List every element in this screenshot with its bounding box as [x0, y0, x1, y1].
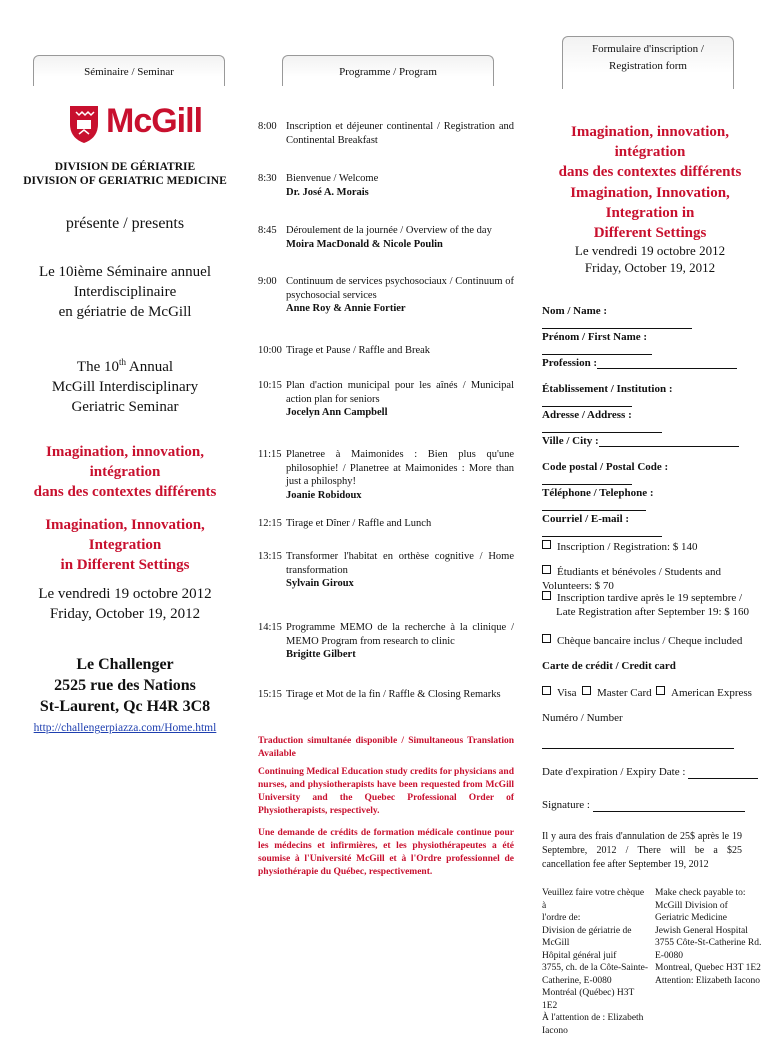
checkbox-icon[interactable] — [542, 591, 551, 600]
seminar-title-fr — [10, 262, 240, 322]
program-text: Déroulement de la journée / Overview of the day — [286, 225, 492, 236]
cheque-address-line: Attention: Elizabeth Iacono — [655, 975, 760, 986]
translation-notice: Traduction simultanée disponible / Simultaneous Translation Available — [258, 736, 514, 759]
cheque-address-line: Montreal, Quebec H3T 1E2 — [655, 963, 761, 973]
venue-name: Le Challenger — [76, 656, 174, 673]
seminar-en-line-1: The 10th Annual — [76, 357, 174, 375]
program-time: 14:15 — [258, 622, 282, 633]
program-item — [258, 172, 514, 199]
program-speaker: Moira MacDonald & Nicole Poulin — [286, 238, 443, 250]
program-text: Programme MEMO de la recherche à la clinique / MEMO Program from research to clinic — [286, 622, 514, 647]
program-text: Plan d'action municipal pour les aînés / Municipal action plan for seniors — [286, 380, 514, 405]
checkbox-icon[interactable] — [582, 686, 591, 695]
form-field-line[interactable] — [542, 343, 652, 355]
cheque-address-fr — [542, 887, 650, 1037]
checkbox-icon[interactable] — [542, 540, 551, 549]
seminar-en-line-2: McGill Interdisciplinary — [51, 379, 199, 395]
program-time: 13:15 — [258, 551, 282, 562]
form-field-line[interactable] — [542, 421, 662, 433]
checkbox-icon[interactable] — [542, 686, 551, 695]
checkbox-icon[interactable] — [542, 634, 551, 643]
program-item — [258, 517, 514, 531]
fee-registration[interactable]: Inscription / Registration: $ 140 — [542, 540, 698, 554]
venue-city: St-Laurent, Qc H4R 3C8 — [39, 698, 211, 715]
program-item — [258, 379, 514, 420]
cheque-address-line: 3755 Côte-St-Catherine Rd. — [655, 938, 762, 948]
fee-late[interactable]: Inscription tardive après le 19 septembre / Late Registration after September 19: $ 160 — [542, 591, 749, 619]
cheque-address-line: Make check payable to: — [655, 888, 746, 898]
program-text: Tirage et Mot de la fin / Raffle & Closing Remarks — [286, 689, 501, 700]
form-field-line[interactable] — [542, 317, 692, 329]
card-visa[interactable]: Visa — [542, 686, 577, 700]
program-time: 10:15 — [258, 380, 282, 391]
cheque-address-line: Veuillez faire votre chèque à — [542, 888, 645, 911]
form-field[interactable]: Téléphone / Telephone : — [542, 487, 742, 511]
mcgill-logo — [68, 104, 218, 144]
venue-street: 2525 rue des Nations — [54, 677, 196, 694]
cheque-address-line: Montréal (Québec) H3T 1E2 — [542, 988, 635, 1011]
date-en: Friday, October 19, 2012 — [49, 606, 201, 622]
form-field[interactable]: Ville / City : — [542, 435, 742, 447]
right-theme-en: Imagination, Innovation, Integration in Different Settings — [570, 185, 730, 241]
cheque-address-line: Jewish General Hospital — [655, 925, 748, 936]
cheque-address-line: Hôpital général juif — [542, 950, 617, 961]
program-speaker: Brigitte Gilbert — [286, 649, 356, 660]
expiry-field[interactable]: Date d'expiration / Expiry Date : — [542, 765, 758, 779]
program-time: 10:00 — [258, 345, 282, 356]
seminar-fr-line-1: Le 10ième Séminaire annuel — [38, 264, 212, 280]
program-speaker: Sylvain Giroux — [286, 578, 354, 589]
fee-students[interactable]: Étudiants et bénévoles / Students and Volunteers: $ 70 — [542, 566, 722, 592]
form-field-line[interactable] — [597, 357, 737, 369]
cheque-address-line: McGill Division of — [655, 900, 728, 911]
form-field[interactable]: Profession : — [542, 357, 742, 369]
checkbox-icon[interactable] — [656, 686, 665, 695]
program-item — [258, 688, 514, 702]
form-field-line[interactable] — [542, 525, 662, 537]
checkbox-icon[interactable] — [542, 565, 551, 574]
form-field[interactable]: Nom / Name : — [542, 305, 742, 329]
program-item — [258, 621, 514, 662]
card-mastercard[interactable]: Master Card — [582, 686, 652, 700]
program-time: 8:00 — [258, 121, 277, 132]
cme-notice: Continuing Medical Education study credits for physicians and nurses, and physiotherapists have been requested from McGill University and the Quebec Professional Order of Physiotherapists, respectively. — [258, 767, 514, 816]
program-speaker: Joanie Robidoux — [286, 489, 362, 501]
cheque-address-line: 3755, ch. de la Côte-Sainte- — [542, 963, 649, 973]
right-theme-fr: Imagination, innovation, intégration dans des contextes différents — [558, 124, 742, 180]
form-field-line[interactable] — [542, 395, 632, 407]
program-text: Planetree à Maimonides : Bien plus qu'une philosophie! / Planetree at Maimonides : More than just a philosphy! — [286, 449, 514, 487]
form-field-line[interactable] — [542, 473, 632, 485]
program-text: Tirage et Pause / Raffle and Break — [286, 345, 431, 356]
program-item — [258, 224, 514, 251]
cheque-address-en — [655, 887, 765, 987]
division-en: DIVISION OF GERIATRIC MEDICINE — [23, 175, 227, 187]
form-field[interactable]: Code postal / Postal Code : — [542, 461, 742, 485]
program-item — [258, 550, 514, 591]
theme-fr: Imagination, innovation, intégration dans des contextes différents — [33, 444, 217, 500]
form-field[interactable]: Courriel / E-mail : — [542, 513, 742, 537]
form-field[interactable]: Adresse / Address : — [542, 409, 742, 433]
theme-en: Imagination, Innovation, Integration in Different Settings — [45, 517, 205, 573]
program-text: Inscription et déjeuner continental / Registration and Continental Breakfast — [286, 121, 514, 146]
division-title — [10, 160, 240, 188]
event-date — [10, 584, 240, 624]
venue-address — [10, 654, 240, 717]
form-field-line[interactable] — [599, 435, 739, 447]
cheque-address-line: l'ordre de: — [542, 913, 581, 923]
card-number-field[interactable] — [542, 748, 734, 749]
date-fr: Le vendredi 19 octobre 2012 — [38, 586, 212, 602]
program-time: 11:15 — [258, 449, 282, 460]
tab-seminar: Séminaire / Seminar — [33, 55, 225, 86]
cheque-included[interactable]: Chèque bancaire inclus / Cheque included — [542, 634, 742, 648]
program-speaker: Dr. José A. Morais — [286, 186, 369, 198]
right-event-date: Le vendredi 19 octobre 2012 Friday, October 19, 2012 — [574, 243, 726, 275]
seminar-title-en — [10, 352, 240, 417]
venue-link[interactable]: http://challengerpiazza.com/Home.html — [33, 722, 217, 734]
tab-program: Programme / Program — [282, 55, 494, 86]
program-item — [258, 275, 514, 316]
program-text: Tirage et Dîner / Raffle and Lunch — [286, 518, 432, 529]
cheque-address-line: Geriatric Medicine — [655, 913, 728, 923]
program-item — [258, 344, 514, 358]
card-amex[interactable]: American Express — [656, 686, 752, 700]
tab-registration: Formulaire d'inscription / Registration form — [562, 36, 734, 89]
program-text: Bienvenue / Welcome — [286, 173, 379, 184]
program-speaker: Jocelyn Ann Campbell — [286, 407, 388, 418]
seminar-fr-line-3: en gériatrie de McGill — [58, 304, 192, 320]
program-speaker: Anne Roy & Annie Fortier — [286, 303, 406, 314]
credit-card-title: Carte de crédit / Credit card — [542, 660, 676, 672]
program-time: 9:00 — [258, 276, 277, 287]
program-time: 12:15 — [258, 518, 282, 529]
presents-text: présente / presents — [65, 215, 185, 232]
cancellation-note: Il y aura des frais d'annulation de 25$ après le 19 Septembre, 2012 / There will be a $25 cancellation fee after September 19, 2012 — [542, 831, 742, 870]
program-time: 15:15 — [258, 689, 282, 700]
credits-fr-notice: Une demande de crédits de formation médicale continue pour les médecins et infirmières, et les physiothérapeutes a été soumise à l'Université McGill et à l'Ordre professionnel de physiothérapie du Québec, respectivement. — [258, 828, 514, 877]
cheque-address-line: Division de gériatrie de McGill — [542, 925, 632, 948]
form-field-line[interactable] — [542, 499, 646, 511]
program-text: Transformer l'habitat en orthèse cognitive / Home transformation — [286, 551, 514, 576]
program-time: 8:45 — [258, 225, 277, 236]
seminar-fr-line-2: Interdisciplinaire — [73, 284, 177, 300]
card-number-label: Numéro / Number — [542, 712, 623, 724]
cheque-address-line: À l'attention de : Elizabeth Iacono — [542, 1013, 644, 1036]
cheque-address-line: Catherine, E-0080 — [542, 975, 612, 986]
program-text: Continuum de services psychosociaux / Continuum of psychosocial services — [286, 276, 514, 301]
mcgill-wordmark: McGill — [106, 102, 203, 140]
division-fr: DIVISION DE GÉRIATRIE — [54, 161, 196, 173]
program-item — [258, 448, 514, 502]
program-time: 8:30 — [258, 173, 277, 184]
cheque-address-line: E-0080 — [655, 950, 683, 961]
form-field[interactable]: Prénom / First Name : — [542, 331, 742, 355]
seminar-en-line-3: Geriatric Seminar — [71, 399, 179, 415]
form-field[interactable]: Établissement / Institution : — [542, 383, 742, 407]
program-item — [258, 120, 514, 147]
signature-field[interactable]: Signature : — [542, 798, 745, 812]
